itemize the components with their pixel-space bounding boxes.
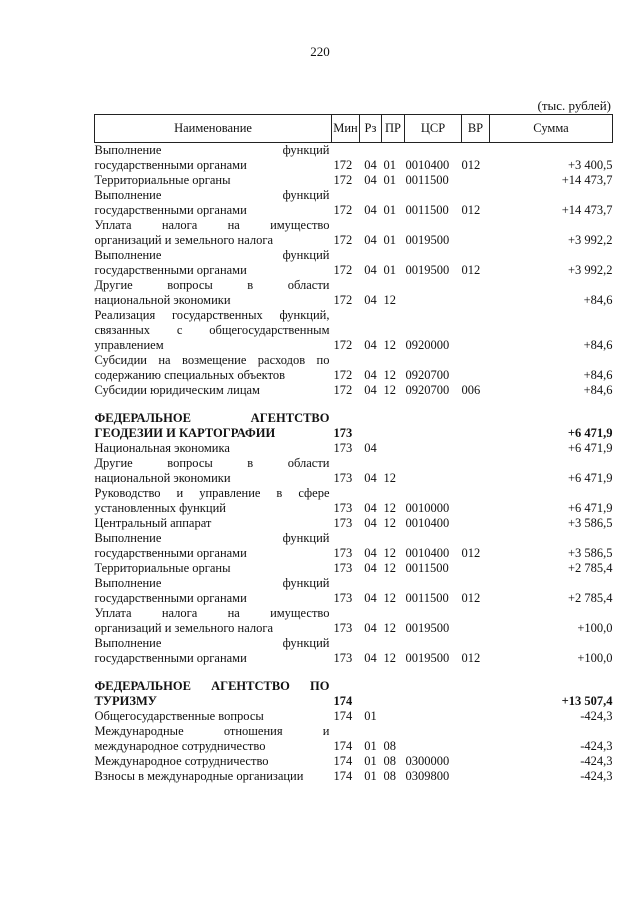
cell-csr: 0010400 (405, 546, 450, 560)
cell-rz (360, 679, 382, 709)
header-pr: ПР (382, 115, 405, 143)
name-line: связанных с общегосударственным (94, 323, 330, 337)
cell-pr: 01 (383, 203, 396, 217)
cell-sum: +84,6 (583, 368, 613, 382)
cell-min: 174 (333, 694, 353, 708)
cell-csr: 0019500 (405, 651, 450, 665)
cell-pr: 12 (383, 383, 396, 397)
cell-vr (462, 709, 490, 724)
cell-min: 174 (333, 739, 353, 753)
name-line: государственными органами (94, 546, 247, 560)
cell-vr (462, 769, 490, 784)
name-line: государственными органами (94, 263, 247, 277)
cell-name (95, 576, 332, 606)
cell-vr (462, 441, 490, 456)
cell-sum: +6 471,9 (567, 441, 613, 455)
cell-min: 172 (333, 233, 353, 247)
cell-csr: 0010400 (405, 516, 450, 530)
spacer-cell (95, 666, 613, 679)
name-line: Общегосударственные вопросы (94, 709, 264, 723)
cell-name (95, 516, 332, 531)
cell-csr (405, 441, 462, 456)
table-row (95, 561, 613, 576)
name-line: Международное сотрудничество (94, 754, 269, 768)
cell-name (95, 724, 332, 754)
cell-name (95, 353, 332, 383)
name-line: Центральный аппарат (94, 516, 212, 530)
cell-min: 173 (333, 441, 353, 455)
cell-rz: 04 (364, 338, 377, 352)
cell-min: 173 (333, 561, 353, 575)
cell-min: 172 (333, 338, 353, 352)
cell-vr: 006 (461, 383, 481, 397)
cell-rz: 04 (364, 621, 377, 635)
cell-vr (462, 173, 490, 188)
name-line: организаций и земельного налога (94, 233, 274, 247)
name-line: Выполнение функций (94, 531, 330, 545)
name-line: государственными органами (94, 203, 247, 217)
cell-min: 172 (333, 368, 353, 382)
name-line: Уплата налога на имущество (94, 218, 330, 232)
table-row (95, 278, 613, 308)
cell-sum: +84,6 (583, 338, 613, 352)
cell-name (95, 754, 332, 769)
name-line: Взносы в международные организации (94, 769, 304, 783)
cell-pr: 12 (383, 338, 396, 352)
name-line: Территориальные органы (94, 173, 231, 187)
cell-vr: 012 (461, 651, 481, 665)
name-line: государственными органами (94, 591, 247, 605)
cell-name (95, 636, 332, 666)
cell-pr: 12 (383, 501, 396, 515)
cell-pr: 12 (383, 591, 396, 605)
cell-min: 173 (333, 501, 353, 515)
cell-name (95, 456, 332, 486)
name-line: ГЕОДЕЗИИ И КАРТОГРАФИИ (94, 426, 276, 440)
cell-min: 172 (333, 383, 353, 397)
cell-rz (360, 411, 382, 441)
cell-csr (405, 456, 462, 486)
table-row (95, 441, 613, 456)
cell-rz: 04 (364, 383, 377, 397)
cell-csr: 0019500 (405, 263, 450, 277)
spacer-row (95, 666, 613, 679)
cell-sum: -424,3 (580, 739, 613, 753)
cell-name (95, 308, 332, 353)
cell-vr (462, 754, 490, 769)
table-row (95, 636, 613, 666)
cell-vr (462, 456, 490, 486)
cell-pr: 12 (383, 471, 396, 485)
cell-csr: 0011500 (405, 203, 449, 217)
name-line: Выполнение функций (94, 248, 330, 262)
cell-vr (462, 278, 490, 308)
cell-min: 172 (333, 203, 353, 217)
cell-csr: 0011500 (405, 561, 449, 575)
table-row (95, 516, 613, 531)
header-min: Мин (332, 115, 360, 143)
cell-csr: 0920700 (405, 383, 450, 397)
cell-sum: +84,6 (583, 293, 613, 307)
cell-min: 173 (333, 426, 353, 440)
name-line: Национальная экономика (94, 441, 230, 455)
name-line: Выполнение функций (94, 636, 330, 650)
cell-pr: 12 (383, 368, 396, 382)
cell-pr: 12 (383, 651, 396, 665)
name-line: Другие вопросы в области (94, 456, 330, 470)
cell-pr (382, 709, 405, 724)
cell-rz: 04 (364, 441, 377, 455)
cell-name (95, 769, 332, 784)
cell-csr (405, 278, 462, 308)
cell-pr (382, 411, 405, 441)
name-line: ФЕДЕРАЛЬНОЕ АГЕНТСТВО (94, 411, 330, 425)
cell-pr: 12 (383, 546, 396, 560)
name-line: государственными органами (94, 158, 247, 172)
cell-csr: 0010400 (405, 158, 450, 172)
cell-rz: 04 (364, 501, 377, 515)
table-row (95, 308, 613, 353)
cell-min: 174 (333, 769, 353, 783)
cell-min: 173 (333, 621, 353, 635)
cell-pr: 12 (383, 516, 396, 530)
cell-name (95, 278, 332, 308)
name-line: Другие вопросы в области (94, 278, 330, 292)
cell-csr: 0300000 (405, 754, 450, 768)
name-line: установленных функций (94, 501, 226, 515)
cell-csr: 0011500 (405, 591, 449, 605)
cell-sum: +100,0 (577, 651, 613, 665)
name-line: ТУРИЗМУ (94, 694, 157, 708)
table-row (95, 173, 613, 188)
cell-csr (405, 724, 462, 754)
name-line: международное сотрудничество (94, 739, 266, 753)
name-line: национальной экономики (94, 293, 231, 307)
cell-rz: 04 (364, 293, 377, 307)
cell-rz: 04 (364, 546, 377, 560)
cell-pr: 12 (383, 561, 396, 575)
name-line: Реализация государственных функций, (94, 308, 330, 322)
cell-pr: 12 (383, 293, 396, 307)
agency-row (95, 679, 613, 709)
table-row (95, 218, 613, 248)
cell-sum: +2 785,4 (567, 591, 613, 605)
cell-rz: 04 (364, 173, 377, 187)
header-rz: Рз (360, 115, 382, 143)
name-line: Субсидии юридическим лицам (94, 383, 260, 397)
cell-csr (405, 411, 462, 441)
cell-min: 172 (333, 173, 353, 187)
cell-sum: +14 473,7 (561, 203, 613, 217)
cell-sum: -424,3 (580, 754, 613, 768)
table-row (95, 606, 613, 636)
cell-rz: 04 (364, 233, 377, 247)
cell-name (95, 248, 332, 278)
cell-sum: +6 471,9 (567, 471, 613, 485)
cell-rz: 04 (364, 368, 377, 382)
cell-rz: 04 (364, 203, 377, 217)
name-line: национальной экономики (94, 471, 231, 485)
name-line: Территориальные органы (94, 561, 231, 575)
budget-table (94, 114, 613, 784)
cell-pr (382, 441, 405, 456)
table-row (95, 188, 613, 218)
name-line: Руководство и управление в сфере (94, 486, 330, 500)
cell-name (95, 188, 332, 218)
cell-name (95, 606, 332, 636)
table-row (95, 248, 613, 278)
cell-pr: 01 (383, 173, 396, 187)
cell-vr (462, 308, 490, 353)
cell-pr: 08 (383, 769, 396, 783)
header-sum: Сумма (490, 115, 613, 143)
cell-pr (382, 679, 405, 709)
cell-vr (462, 561, 490, 576)
table-row (95, 576, 613, 606)
cell-vr: 012 (461, 546, 481, 560)
cell-min: 172 (333, 158, 353, 172)
cell-min: 173 (333, 471, 353, 485)
name-line: ФЕДЕРАЛЬНОЕ АГЕНТСТВО ПО (94, 679, 330, 693)
cell-sum: +3 992,2 (567, 263, 613, 277)
cell-csr (405, 709, 462, 724)
cell-pr: 01 (383, 233, 396, 247)
cell-pr: 08 (383, 754, 396, 768)
cell-vr: 012 (461, 203, 481, 217)
cell-vr (462, 353, 490, 383)
table-row (95, 353, 613, 383)
cell-csr: 0019500 (405, 621, 450, 635)
cell-rz: 04 (364, 471, 377, 485)
cell-sum: -424,3 (580, 709, 613, 723)
cell-rz: 04 (364, 651, 377, 665)
table-row (95, 754, 613, 769)
cell-sum: +14 473,7 (561, 173, 613, 187)
table-row (95, 531, 613, 561)
cell-vr (462, 724, 490, 754)
cell-rz: 04 (364, 561, 377, 575)
spacer-cell (95, 398, 613, 411)
cell-rz: 01 (364, 739, 377, 753)
table-row (95, 456, 613, 486)
cell-sum: +84,6 (583, 383, 613, 397)
cell-csr: 0920000 (405, 338, 450, 352)
cell-min: 172 (333, 293, 353, 307)
cell-sum: -424,3 (580, 769, 613, 783)
name-line: Выполнение функций (94, 576, 330, 590)
cell-name (95, 218, 332, 248)
header-csr: ЦСР (405, 115, 462, 143)
cell-vr (462, 486, 490, 516)
cell-rz: 04 (364, 516, 377, 530)
cell-name (95, 561, 332, 576)
name-line: Субсидии на возмещение расходов по (94, 353, 330, 367)
cell-name (95, 143, 332, 174)
cell-vr (462, 516, 490, 531)
name-line: Выполнение функций (94, 143, 330, 157)
cell-sum: +3 586,5 (567, 516, 613, 530)
table-row (95, 383, 613, 398)
name-line: Уплата налога на имущество (94, 606, 330, 620)
cell-csr: 0010000 (405, 501, 450, 515)
name-line: организаций и земельного налога (94, 621, 274, 635)
spacer-row (95, 398, 613, 411)
cell-name (95, 411, 332, 441)
cell-min: 173 (333, 516, 353, 530)
cell-pr: 01 (383, 158, 396, 172)
table-row (95, 143, 613, 174)
table-row (95, 724, 613, 754)
cell-pr: 01 (383, 263, 396, 277)
name-line: Выполнение функций (94, 188, 330, 202)
table-header-row (95, 115, 613, 143)
cell-rz: 04 (364, 263, 377, 277)
cell-sum: +13 507,4 (561, 694, 613, 708)
agency-row (95, 411, 613, 441)
cell-sum: +3 992,2 (567, 233, 613, 247)
cell-sum: +3 400,5 (567, 158, 613, 172)
cell-vr (462, 218, 490, 248)
cell-sum: +2 785,4 (567, 561, 613, 575)
table-row (95, 709, 613, 724)
cell-rz: 04 (364, 591, 377, 605)
name-line: государственными органами (94, 651, 247, 665)
cell-sum: +6 471,9 (567, 501, 613, 515)
cell-csr: 0309800 (405, 769, 450, 783)
cell-vr: 012 (461, 158, 481, 172)
header-vr: ВР (462, 115, 490, 143)
cell-min: 173 (333, 591, 353, 605)
cell-pr: 08 (383, 739, 396, 753)
cell-sum: +6 471,9 (567, 426, 613, 440)
cell-rz: 01 (364, 709, 377, 723)
table-row (95, 486, 613, 516)
cell-vr (462, 411, 490, 441)
cell-name (95, 383, 332, 398)
name-line: управлением (94, 338, 164, 352)
cell-min: 173 (333, 546, 353, 560)
cell-rz: 01 (364, 754, 377, 768)
cell-name (95, 441, 332, 456)
cell-sum: +3 586,5 (567, 546, 613, 560)
name-line: содержанию специальных объектов (94, 368, 286, 382)
name-line: Международные отношения и (94, 724, 330, 738)
header-name: Наименование (95, 115, 332, 143)
cell-min: 172 (333, 263, 353, 277)
cell-rz: 01 (364, 769, 377, 783)
cell-vr: 012 (461, 591, 481, 605)
cell-sum: +100,0 (577, 621, 613, 635)
table-body (95, 143, 613, 785)
cell-csr: 0920700 (405, 368, 450, 382)
cell-min: 174 (333, 709, 353, 723)
cell-vr: 012 (461, 263, 481, 277)
cell-csr: 0011500 (405, 173, 449, 187)
cell-name (95, 531, 332, 561)
cell-pr: 12 (383, 621, 396, 635)
cell-name (95, 173, 332, 188)
cell-name (95, 709, 332, 724)
cell-csr: 0019500 (405, 233, 450, 247)
cell-vr (462, 679, 490, 709)
cell-rz: 04 (364, 158, 377, 172)
table-row (95, 769, 613, 784)
cell-name (95, 486, 332, 516)
units-label: (тыс. рублей) (537, 98, 611, 113)
cell-min: 174 (333, 754, 353, 768)
cell-name (95, 679, 332, 709)
cell-min: 173 (333, 651, 353, 665)
cell-csr (405, 679, 462, 709)
cell-vr (462, 606, 490, 636)
page-number: 220 (310, 44, 330, 59)
